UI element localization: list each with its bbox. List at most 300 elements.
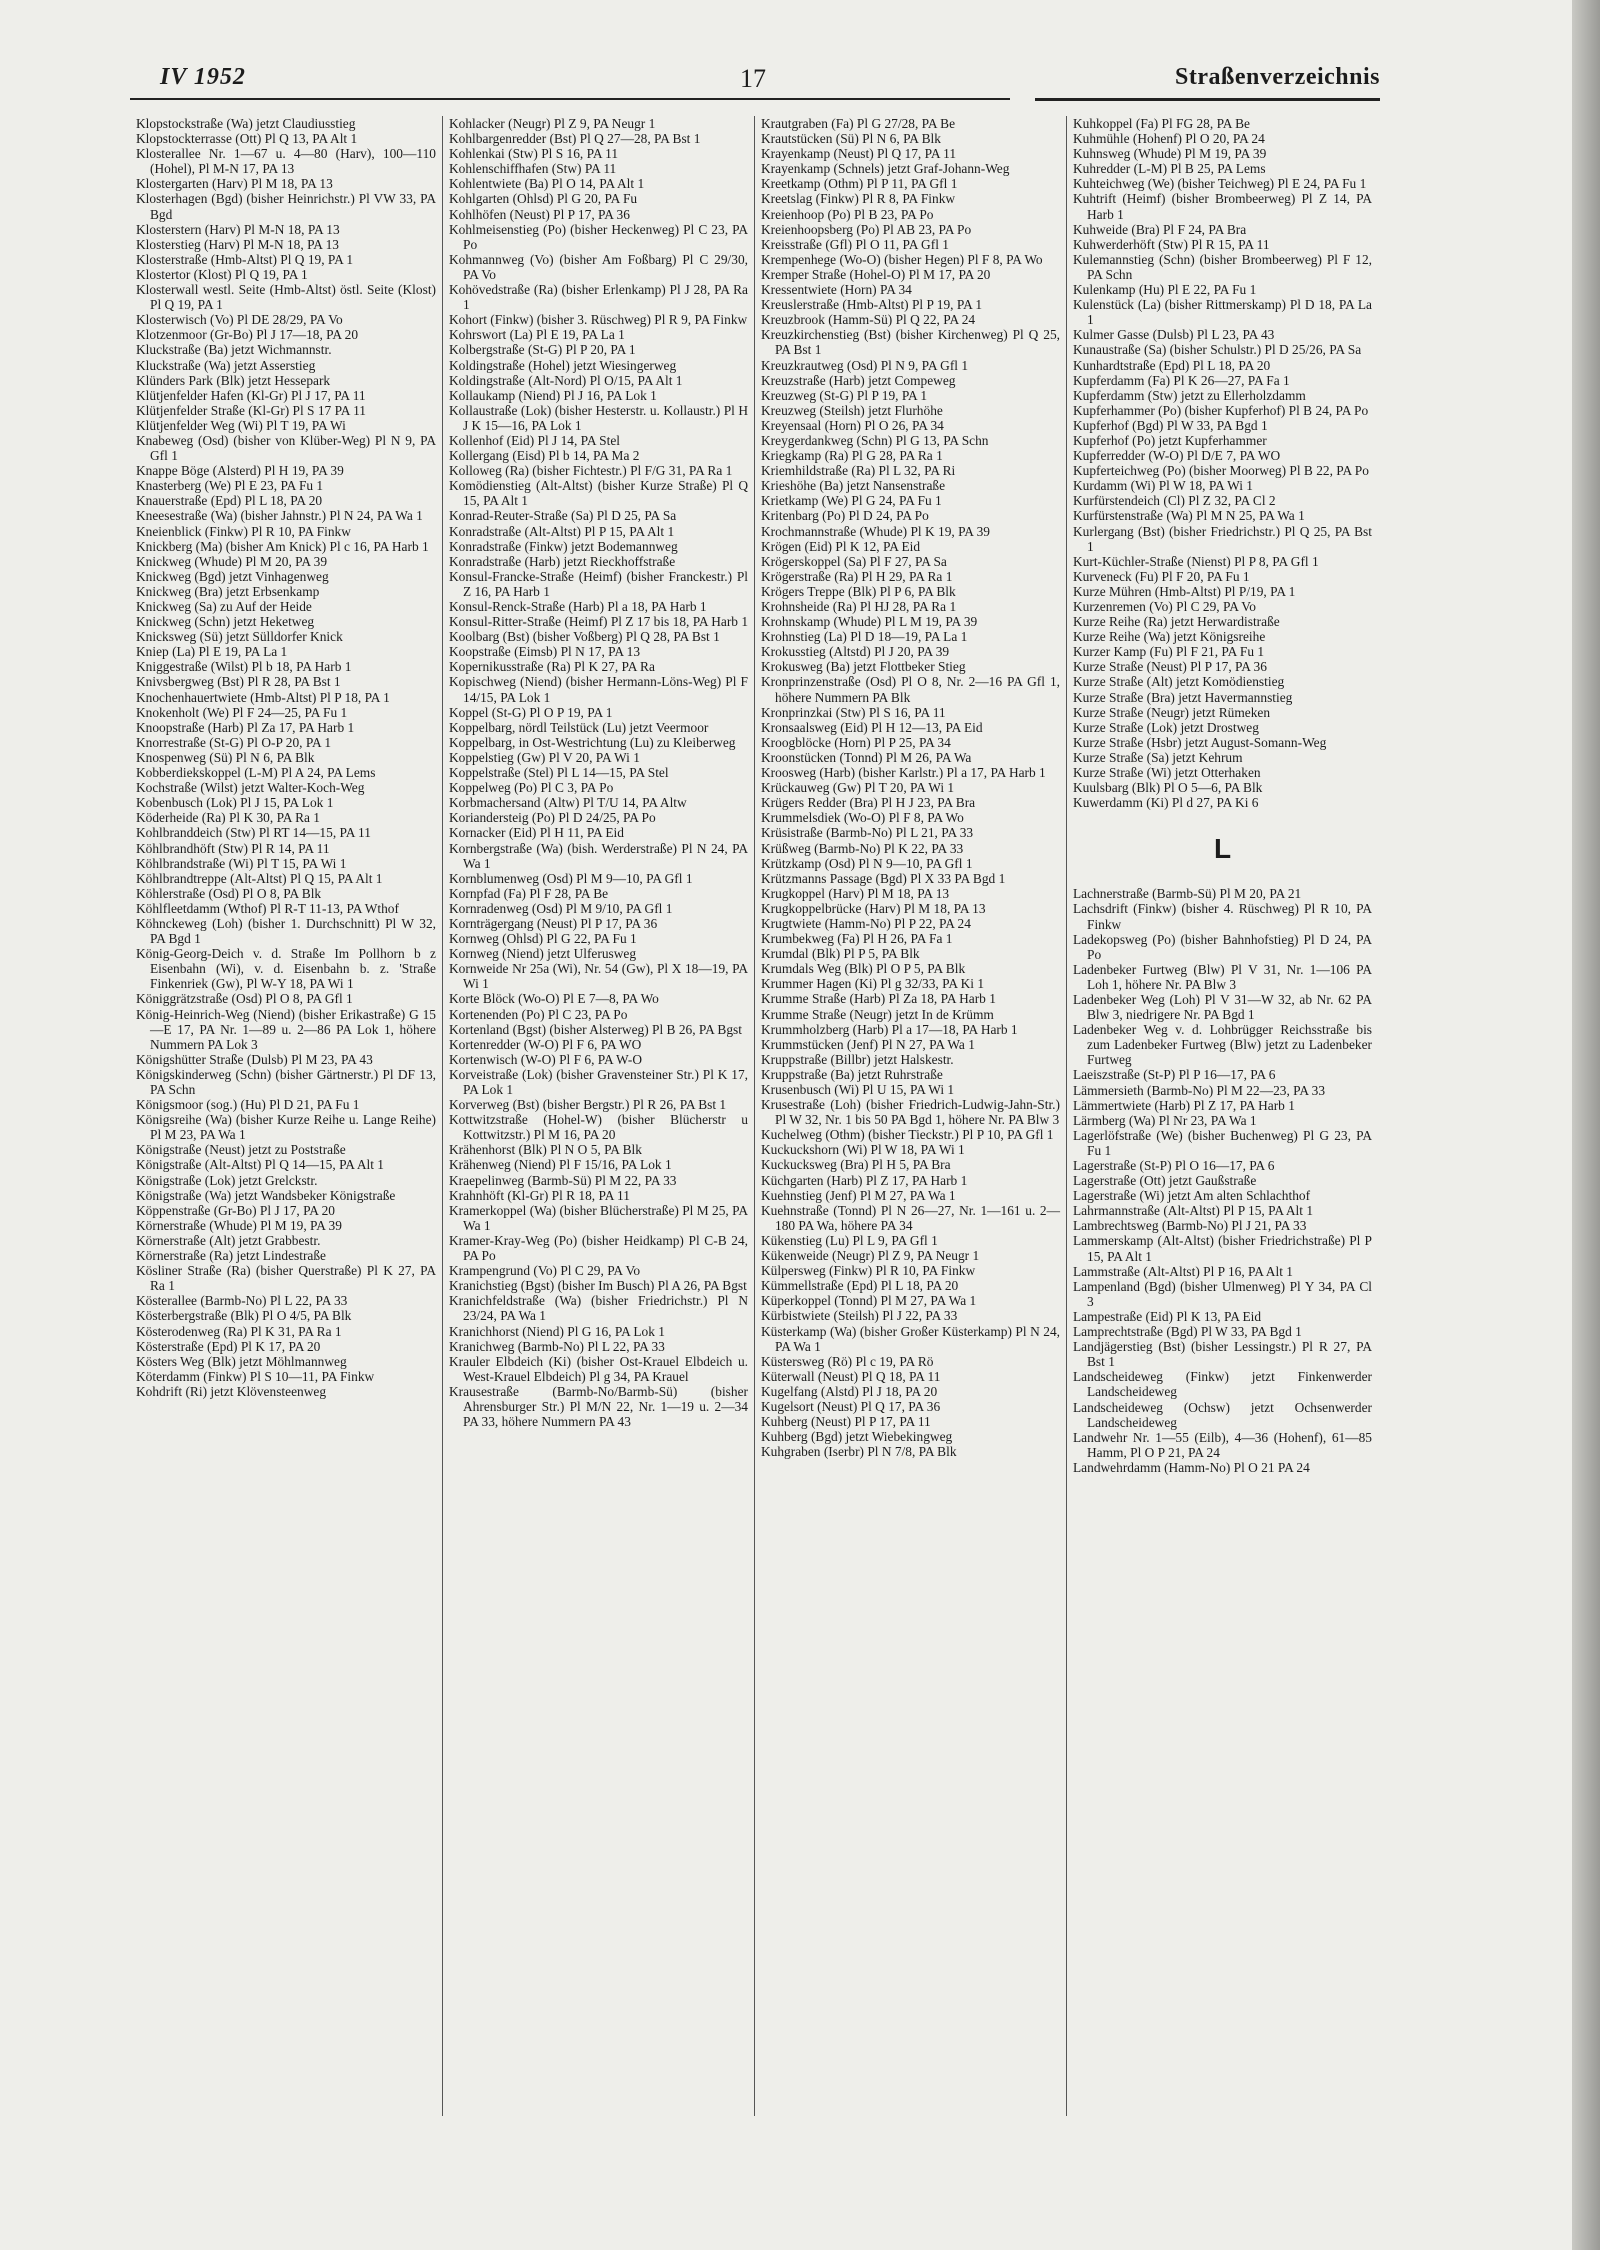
- street-entry: Kreetslag (Finkw) Pl R 8, PA Finkw: [761, 191, 956, 207]
- street-entry: Kreuslerstraße (Hmb-Altst) Pl P 19, PA 1: [761, 297, 983, 313]
- street-entry: Kreyensaal (Horn) Pl O 26, PA 34: [761, 417, 944, 433]
- street-entry: Krögerskoppel (Sa) Pl F 27, PA Sa: [761, 553, 947, 569]
- street-entry: Lachsdrift (Finkw) (bisher 4. Rüschweg) Pl R 10, PA Finkw: [1073, 901, 1372, 932]
- street-entry: Kneienblick (Finkw) Pl R 10, PA Finkw: [136, 523, 351, 539]
- street-entry: Klotzenmoor (Gr-Bo) Pl J 17—18, PA 20: [136, 327, 359, 343]
- street-entry: Kösterodenweg (Ra) Pl K 31, PA Ra 1: [136, 1323, 342, 1339]
- street-entry: Klütjenfelder Straße (Kl-Gr) Pl S 17 PA 11: [136, 402, 366, 418]
- street-entry: Korte Blöck (Wo-O) Pl E 7—8, PA Wo: [449, 991, 659, 1007]
- street-entry: Knickweg (Schn) jetzt Heketweg: [136, 614, 315, 630]
- street-entry: Lahrmannstraße (Alt-Altst) Pl P 15, PA Alt 1: [1073, 1203, 1314, 1219]
- street-entry: Konradstraße (Finkw) jetzt Bodemannweg: [449, 538, 678, 554]
- street-entry: Kuhnsweg (Whude) Pl M 19, PA 39: [1073, 146, 1267, 162]
- street-entry: Kornweg (Niend) jetzt Ulferusweg: [449, 946, 637, 962]
- street-entry: Kornblumenweg (Osd) Pl M 9—10, PA Gfl 1: [449, 870, 693, 886]
- street-entry: Kreygerdankweg (Schn) Pl G 13, PA Schn: [761, 432, 989, 448]
- street-entry: Krokusweg (Ba) jetzt Flottbeker Stieg: [761, 659, 966, 675]
- street-entry: Kugelfang (Alstd) Pl J 18, PA 20: [761, 1383, 938, 1399]
- street-entry: Kurzenremen (Vo) Pl C 29, PA Vo: [1073, 599, 1256, 614]
- street-entry: Kottwitzstraße (Hohel-W) (bisher Blücherstr u Kottwitzstr.) Pl M 16, PA 20: [449, 1112, 748, 1143]
- street-entry: Kösliner Straße (Ra) (bisher Querstraße) Pl K 27, PA Ra 1: [136, 1263, 436, 1294]
- street-entry: Kurze Straße (Neust) Pl P 17, PA 36: [1073, 659, 1267, 675]
- street-entry: Kreuzbrook (Hamm-Sü) Pl Q 22, PA 24: [761, 312, 976, 328]
- street-entry: Kümmellstraße (Epd) Pl L 18, PA 20: [761, 1278, 959, 1294]
- street-entry: Kohövedstraße (Ra) (bisher Erlenkamp) Pl J 28, PA Ra 1: [449, 282, 748, 313]
- street-entry: Kükenweide (Neugr) Pl Z 9, PA Neugr 1: [761, 1248, 980, 1264]
- street-entry: Kronprinzkai (Stw) Pl S 16, PA 11: [761, 704, 946, 720]
- street-entry: Kranichweg (Barmb-No) Pl L 22, PA 33: [449, 1338, 665, 1354]
- street-entry: Kuhredder (L-M) Pl B 25, PA Lems: [1073, 161, 1266, 177]
- street-entry: Kronprinzenstraße (Osd) Pl O 8, Nr. 2—16 PA Gfl 1, höhere Nummern PA Blk: [761, 674, 1060, 705]
- street-entry: Kurze Straße (Alt) jetzt Komödienstieg: [1073, 674, 1285, 690]
- street-entry: Kulemannstieg (Schn) (bisher Brombeerweg) Pl F 12, PA Schn: [1073, 251, 1372, 282]
- street-entry: Krützkamp (Osd) Pl N 9—10, PA Gfl 1: [761, 855, 973, 871]
- street-entry: Koldingstraße (Alt-Nord) Pl O/15, PA Alt 1: [449, 372, 683, 388]
- street-entry: Kornacker (Eid) Pl H 11, PA Eid: [449, 825, 624, 841]
- street-entry: Kupferdamm (Fa) Pl K 26—27, PA Fa 1: [1073, 372, 1290, 388]
- street-entry: Klosterstern (Harv) Pl M-N 18, PA 13: [136, 221, 340, 237]
- street-entry: Krüßweg (Barmb-No) Pl K 22, PA 33: [761, 840, 964, 856]
- street-entry: Kurfürstendeich (Cl) Pl Z 32, PA Cl 2: [1073, 493, 1276, 509]
- street-entry: Krempenhege (Wo-O) (bisher Hegen) Pl F 8, PA Wo: [761, 251, 1043, 267]
- street-entry: Krögers Treppe (Blk) Pl P 6, PA Blk: [761, 583, 956, 599]
- street-entry: Krokusstieg (Altstd) Pl J 20, PA 39: [761, 644, 950, 660]
- street-entry: Knospenweg (Sü) Pl N 6, PA Blk: [136, 749, 315, 765]
- street-entry: Kornbergstraße (Wa) (bish. Werderstraße) Pl N 24, PA Wa 1: [449, 840, 748, 871]
- street-entry: Kramer-Kray-Weg (Po) (bisher Heidkamp) Pl C-B 24, PA Po: [449, 1232, 748, 1264]
- street-entry: Klosterwall westl. Seite (Hmb-Altst) östl. Seite (Klost) Pl Q 19, PA 1: [136, 282, 436, 313]
- street-entry: Koppelstraße (Stel) Pl L 14—15, PA Stel: [449, 765, 669, 781]
- street-entry: Kroogblöcke (Horn) Pl P 25, PA 34: [761, 734, 951, 750]
- street-entry: Konradstraße (Alt-Altst) Pl P 15, PA Alt 1: [449, 523, 675, 539]
- street-entry: Lampenland (Bgd) (bisher Ulmenweg) Pl Y 34, PA Cl 3: [1073, 1278, 1372, 1309]
- street-entry: Kurze Straße (Bra) jetzt Havermannstieg: [1073, 689, 1293, 705]
- street-entry: Krampengrund (Vo) Pl C 29, PA Vo: [449, 1263, 641, 1279]
- street-entry: Kreuzkirchenstieg (Bst) (bisher Kirchenweg) Pl Q 25, PA Bst 1: [761, 327, 1060, 358]
- street-entry: Krayenkamp (Neust) Pl Q 17, PA 11: [761, 146, 957, 162]
- street-entry: Kuehnstieg (Jenf) Pl M 27, PA Wa 1: [761, 1187, 956, 1203]
- street-entry: Köhlfleetdamm (Wthof) Pl R-T 11-13, PA Wthof: [136, 900, 399, 916]
- street-entry: Kürbistwiete (Steilsh) Pl J 22, PA 33: [761, 1308, 958, 1324]
- street-entry: Köhnckeweg (Loh) (bisher 1. Durchschnitt) Pl W 32, PA Bgd 1: [136, 915, 436, 947]
- street-entry: Kornpfad (Fa) Pl F 28, PA Be: [449, 885, 609, 901]
- street-entry: Koopstraße (Eimsb) Pl N 17, PA 13: [449, 644, 641, 660]
- street-entry: Königstraße (Alt-Altst) Pl Q 14—15, PA Alt 1: [136, 1157, 384, 1173]
- section-letter: L: [1213, 833, 1232, 865]
- street-entry: Krumdals Weg (Blk) Pl O P 5, PA Blk: [761, 961, 966, 977]
- street-entry: Kösterbergstraße (Blk) Pl O 4/5, PA Blk: [136, 1308, 352, 1324]
- street-entry: Kritenbarg (Po) Pl D 24, PA Po: [761, 508, 929, 524]
- column-2: [442, 116, 754, 2116]
- street-entry: Kunaustraße (Sa) (bisher Schulstr.) Pl D 25/26, PA Sa: [1073, 342, 1362, 358]
- street-entry: Kreienhoop (Po) Pl B 23, PA Po: [761, 206, 934, 222]
- street-entry: Klosterhagen (Bgd) (bisher Heinrichstr.) Pl VW 33, PA Bgd: [136, 191, 436, 222]
- street-entry: Knickweg (Sa) zu Auf der Heide: [136, 599, 312, 614]
- street-entry: Köhlerstraße (Osd) Pl O 8, PA Blk: [136, 885, 322, 901]
- street-entry: Konradstraße (Harb) jetzt Rieckhoffstraße: [449, 553, 676, 569]
- street-entry: Kurze Straße (Wi) jetzt Otterhaken: [1073, 765, 1261, 781]
- street-entry: Kramerkoppel (Wa) (bisher Blücherstraße) Pl M 25, PA Wa 1: [449, 1202, 748, 1233]
- street-entry: Komödienstieg (Alt-Altst) (bisher Kurze Straße) Pl Q 15, PA Alt 1: [449, 478, 748, 509]
- street-entry: Kraepelinweg (Barmb-Sü) Pl M 22, PA 33: [449, 1172, 677, 1188]
- street-entry: Königsmoor (sog.) (Hu) Pl D 21, PA Fu 1: [136, 1097, 360, 1113]
- street-entry: Koppelstieg (Gw) Pl V 20, PA Wi 1: [449, 749, 640, 765]
- street-entry: Küsterkamp (Wa) (bisher Großer Küsterkamp) Pl N 24, PA Wa 1: [761, 1323, 1060, 1354]
- street-entry: Knasterberg (We) Pl E 23, PA Fu 1: [136, 478, 324, 494]
- street-entry: Kuhkoppel (Fa) Pl FG 28, PA Be: [1073, 116, 1250, 131]
- street-entry: Kortenenden (Po) Pl C 23, PA Po: [449, 1006, 628, 1022]
- street-entry: Krauler Elbdeich (Ki) (bisher Ost-Krauel Elbdeich u. West-Krauel Elbdeich) Pl g 34, PA Krauel: [449, 1353, 748, 1384]
- street-entry: Kurze Straße (Neugr) jetzt Rümeken: [1073, 704, 1271, 720]
- street-entry: Ladekopsweg (Po) (bisher Bahnhofstieg) Pl D 24, PA Po: [1073, 931, 1372, 962]
- street-entry: Kornweg (Ohlsd) Pl G 22, PA Fu 1: [449, 931, 637, 947]
- street-entry: Lagerstraße (Ott) jetzt Gaußstraße: [1073, 1173, 1257, 1189]
- street-entry: Krausestraße (Barmb-No/Barmb-Sü) (bisher Ahrensburger Str.) Pl M/N 22, Nr. 1—19 u. 2—34 PA 33, höhere Nummern PA 43: [449, 1383, 748, 1430]
- street-entry: Krumme Straße (Harb) Pl Za 18, PA Harb 1: [761, 991, 996, 1007]
- street-entry: Kreetkamp (Othm) Pl P 11, PA Gfl 1: [761, 176, 958, 192]
- street-entry: Kunhardtstraße (Epd) Pl L 18, PA 20: [1073, 357, 1271, 373]
- street-entry: Kreuzweg (Steilsh) jetzt Flurhöhe: [761, 402, 943, 418]
- street-entry: Kulmer Gasse (Dulsb) Pl L 23, PA 43: [1073, 327, 1275, 343]
- street-entry: Koppelweg (Po) Pl C 3, PA Po: [449, 780, 614, 796]
- street-entry: Klopstockterrasse (Ott) Pl Q 13, PA Alt 1: [136, 131, 358, 147]
- street-entry: Kurt-Küchler-Straße (Nienst) Pl P 8, PA Gfl 1: [1073, 553, 1319, 569]
- street-entry: Kroonstücken (Tonnd) Pl M 26, PA Wa: [761, 749, 972, 765]
- street-entry: Krohnskamp (Whude) Pl L M 19, PA 39: [761, 614, 978, 630]
- street-entry: Landwehr Nr. 1—55 (Eilb), 4—36 (Hohenf), 61—85 Hamm, Pl O P 21, PA 24: [1073, 1429, 1372, 1460]
- street-entry: Köhlbrandstraße (Wi) Pl T 15, PA Wi 1: [136, 855, 347, 871]
- street-entry: Klütjenfelder Hafen (Kl-Gr) Pl J 17, PA 11: [136, 387, 366, 403]
- street-entry: Kochstraße (Wilst) jetzt Walter-Koch-Weg: [136, 780, 365, 796]
- street-entry: Lärmberg (Wa) Pl Nr 23, PA Wa 1: [1073, 1112, 1257, 1128]
- street-entry: Kornradenweg (Osd) Pl M 9/10, PA Gfl 1: [449, 900, 673, 916]
- street-entry: Kranichstieg (Bgst) (bisher Im Busch) Pl A 26, PA Bgst: [449, 1278, 747, 1294]
- street-entry: Kortenwisch (W-O) Pl F 6, PA W-O: [449, 1051, 643, 1067]
- street-entry: Landscheideweg (Ochsw) jetzt Ochsenwerder Landscheideweg: [1073, 1399, 1372, 1430]
- street-entry: Korveistraße (Lok) (bisher Gravensteiner Str.) Pl K 17, PA Lok 1: [449, 1066, 748, 1097]
- street-entry: Krummelsdiek (Wo-O) Pl F 8, PA Wo: [761, 810, 964, 826]
- street-entry: Kranichhorst (Niend) Pl G 16, PA Lok 1: [449, 1323, 665, 1339]
- street-entry: Lammstraße (Alt-Altst) Pl P 16, PA Alt 1: [1073, 1263, 1293, 1279]
- street-entry: Kurfürstenstraße (Wa) Pl M N 25, PA Wa 1: [1073, 508, 1305, 524]
- street-entry: Kobenbusch (Lok) Pl J 15, PA Lok 1: [136, 795, 334, 811]
- street-entry: Kroosweg (Harb) (bisher Karlstr.) Pl a 17, PA Harb 1: [761, 765, 1046, 781]
- street-entry: Krumbekweg (Fa) Pl H 26, PA Fa 1: [761, 931, 953, 947]
- street-entry: Kuulsbarg (Blk) Pl O 5—6, PA Blk: [1073, 780, 1263, 796]
- street-entry: Kuehnstraße (Tonnd) Pl N 26—27, Nr. 1—161 u. 2—180 PA Wa, höhere PA 34: [761, 1202, 1060, 1233]
- street-entry: Lämmertwiete (Harb) Pl Z 17, PA Harb 1: [1073, 1097, 1295, 1113]
- street-entry: Klosterwisch (Vo) Pl DE 28/29, PA Vo: [136, 312, 343, 328]
- street-entry: Krähenweg (Niend) Pl F 15/16, PA Lok 1: [449, 1157, 672, 1173]
- street-entry: Kupferdamm (Stw) jetzt zu Ellerholzdamm: [1073, 387, 1306, 403]
- header-rule-right: [1035, 98, 1380, 101]
- street-entry: Kükenstieg (Lu) Pl L 9, PA Gfl 1: [761, 1232, 938, 1248]
- street-entry: Konsul-Ritter-Straße (Heimf) Pl Z 17 bis 18, PA Harb 1: [449, 614, 749, 630]
- street-entry: Laeiszstraße (St-P) Pl P 16—17, PA 6: [1073, 1067, 1276, 1083]
- street-entry: Landscheideweg (Finkw) jetzt Finkenwerder Landscheideweg: [1073, 1369, 1372, 1400]
- street-entry: Kösterallee (Barmb-No) Pl L 22, PA 33: [136, 1293, 348, 1309]
- street-entry: Krohnstieg (La) Pl D 18—19, PA La 1: [761, 629, 968, 645]
- street-entry: Krusenbusch (Wi) Pl U 15, PA Wi 1: [761, 1082, 955, 1097]
- street-entry: Kniggestraße (Wilst) Pl b 18, PA Harb 1: [136, 659, 352, 675]
- street-entry: Kurveneck (Fu) Pl F 20, PA Fu 1: [1073, 568, 1250, 584]
- street-entry: Krochmannstraße (Whude) Pl K 19, PA 39: [761, 523, 990, 539]
- street-entry: Kösterstraße (Epd) Pl K 17, PA 20: [136, 1338, 321, 1354]
- street-entry: Koriandersteig (Po) Pl D 24/25, PA Po: [449, 810, 656, 826]
- street-entry: Krugtwiete (Hamm-No) Pl P 22, PA 24: [761, 915, 971, 931]
- street-entry: Kohmannweg (Vo) (bisher Am Foßbarg) Pl C 29/30, PA Vo: [449, 251, 748, 282]
- street-entry: Knauerstraße (Epd) Pl L 18, PA 20: [136, 493, 323, 509]
- street-entry: Kohort (Finkw) (bisher 3. Rüschweg) Pl R 9, PA Finkw: [449, 312, 748, 328]
- street-entry: Kuhgraben (Iserbr) Pl N 7/8, PA Blk: [761, 1444, 957, 1460]
- street-entry: Koldingstraße (Hohel) jetzt Wiesingerweg: [449, 357, 677, 373]
- street-entry: Knoopstraße (Harb) Pl Za 17, PA Harb 1: [136, 719, 355, 735]
- street-entry: Kuhtrift (Heimf) (bisher Brombeerweg) Pl Z 14, PA Harb 1: [1073, 191, 1372, 222]
- street-entry: Kopischweg (Niend) (bisher Hermann-Löns-Weg) Pl F 14/15, PA Lok 1: [449, 674, 748, 705]
- street-entry: Kremper Straße (Hohel-O) Pl M 17, PA 20: [761, 266, 991, 282]
- street-entry: Klünders Park (Blk) jetzt Hessepark: [136, 372, 331, 388]
- street-entry: Kohdrift (Ri) jetzt Klövensteenweg: [136, 1383, 327, 1399]
- street-entry: Lambrechtsweg (Barmb-No) Pl J 21, PA 33: [1073, 1218, 1307, 1234]
- street-entry: Kortenredder (W-O) Pl F 6, PA WO: [449, 1036, 642, 1052]
- header-rule: [130, 98, 1010, 100]
- street-entry: Kohlenkai (Stw) Pl S 16, PA 11: [449, 146, 619, 162]
- street-entry: Kurze Reihe (Ra) jetzt Herwardistraße: [1073, 614, 1280, 630]
- street-entry: Kupferhammer (Po) (bisher Kupferhof) Pl B 24, PA Po: [1073, 402, 1369, 418]
- street-entry: Lachnerstraße (Barmb-Sü) Pl M 20, PA 21: [1073, 886, 1302, 902]
- street-entry: Kriemhildstraße (Ra) Pl L 32, PA Ri: [761, 463, 956, 479]
- street-entry: Krahnhöft (Kl-Gr) Pl R 18, PA 11: [449, 1187, 630, 1203]
- street-entry: Knochenhauertwiete (Hmb-Altst) Pl P 18, PA 1: [136, 689, 390, 705]
- street-entry: Kohlacker (Neugr) Pl Z 9, PA Neugr 1: [449, 116, 656, 131]
- page-number: 17: [740, 64, 766, 93]
- street-entry: König-Georg-Deich v. d. Straße Im Pollhorn b z Eisenbahn (Wi), v. d. Eisenbahn b. z. 'Straße Finkenriek (Gw), Pl W-Y 18, PA Wi 1: [136, 946, 436, 992]
- street-entry: Klopstockstraße (Wa) jetzt Claudiusstieg: [136, 116, 356, 131]
- street-entry: Koolbarg (Bst) (bisher Voßberg) Pl Q 28, PA Bst 1: [449, 629, 720, 645]
- street-entry: Köhlbrandtreppe (Alt-Altst) Pl Q 15, PA Alt 1: [136, 870, 383, 886]
- street-entry: Koppelbarg, in Ost-Westrichtung (Lu) zu Kleiberweg: [449, 734, 736, 750]
- street-entry: Knabeweg (Osd) (bisher von Klüber-Weg) Pl N 9, PA Gfl 1: [136, 432, 436, 464]
- street-entry: Kuckuckshorn (Wi) Pl W 18, PA Wi 1: [761, 1142, 965, 1158]
- street-entry: Krugkoppelbrücke (Harv) Pl M 18, PA 13: [761, 900, 986, 916]
- street-entry: Koppel (St-G) Pl O P 19, PA 1: [449, 704, 613, 720]
- street-entry: Krüsistraße (Barmb-No) Pl L 21, PA 33: [761, 825, 974, 841]
- street-entry: Kurze Reihe (Wa) jetzt Königsreihe: [1073, 629, 1266, 645]
- street-entry: Kurze Straße (Lok) jetzt Drostweg: [1073, 719, 1259, 735]
- street-entry: Ladenbeker Weg (Loh) Pl V 31—W 32, ab Nr. 62 PA Blw 3, niedrigere Nr. PA Bgd 1: [1073, 991, 1372, 1023]
- header-issue: IV 1952: [160, 64, 246, 90]
- street-entry: Kruppstraße (Billbr) jetzt Halskestr.: [761, 1051, 954, 1067]
- street-entry: Kupferredder (W-O) Pl D/E 7, PA WO: [1073, 448, 1281, 464]
- street-entry: Kluckstraße (Wa) jetzt Asserstieg: [136, 357, 316, 373]
- street-entry: Kollaukamp (Niend) Pl J 16, PA Lok 1: [449, 387, 657, 403]
- street-entry: Kolloweg (Ra) (bisher Fichtestr.) Pl F/G 31, PA Ra 1: [449, 463, 733, 479]
- street-entry: Konsul-Renck-Straße (Harb) Pl a 18, PA Harb 1: [449, 599, 707, 614]
- street-entry: Kobberdiekskoppel (L-M) Pl A 24, PA Lems: [136, 765, 376, 781]
- street-entry: Kreuzweg (St-G) Pl P 19, PA 1: [761, 387, 928, 403]
- street-entry: Küperkoppel (Tonnd) Pl M 27, PA Wa 1: [761, 1293, 977, 1309]
- street-entry: Kneesestraße (Wa) (bisher Jahnstr.) Pl N 24, PA Wa 1: [136, 508, 423, 524]
- street-entry: Kluckstraße (Ba) jetzt Wichmannstr.: [136, 342, 332, 358]
- street-entry: Lamprechtstraße (Bgd) Pl W 33, PA Bgd 1: [1073, 1324, 1302, 1340]
- street-entry: Kreisstraße (Gfl) Pl O 11, PA Gfl 1: [761, 236, 949, 252]
- street-entry: Ladenbeker Furtweg (Blw) Pl V 31, Nr. 1—106 PA Loh 1, höhere Nr. PA Blw 3: [1073, 961, 1372, 992]
- street-entry: Krummer Hagen (Ki) Pl g 32/33, PA Ki 1: [761, 976, 985, 992]
- street-entry: Krautstücken (Sü) Pl N 6, PA Blk: [761, 131, 941, 147]
- street-entry: Körnerstraße (Alt) jetzt Grabbestr.: [136, 1232, 321, 1248]
- street-entry: Kuhweide (Bra) Pl F 24, PA Bra: [1073, 221, 1247, 237]
- street-entry: Königstraße (Neust) jetzt zu Poststraße: [136, 1142, 346, 1158]
- street-entry: Kupferteichweg (Po) (bisher Moorweg) Pl B 22, PA Po: [1073, 463, 1369, 479]
- street-entry: König-Heinrich-Weg (Niend) (bisher Erikastraße) G 15—E 17, PA Nr. 1—89 u. 2—86 PA Lok 1, höhere Nummern PA Lok 3: [136, 1006, 436, 1052]
- street-entry: Körnerstraße (Ra) jetzt Lindestraße: [136, 1248, 326, 1264]
- street-entry: Lagerstraße (Wi) jetzt Am alten Schlachthof: [1073, 1188, 1311, 1204]
- street-entry: Königskinderweg (Schn) (bisher Gärtnerstr.) Pl DF 13, PA Schn: [136, 1066, 436, 1097]
- street-entry: Kuhberg (Bgd) jetzt Wiebekingweg: [761, 1429, 953, 1445]
- street-entry: Lagerstraße (St-P) Pl O 16—17, PA 6: [1073, 1158, 1275, 1173]
- street-entry: Klosterstieg (Harv) Pl M-N 18, PA 13: [136, 236, 339, 252]
- street-entry: Korverweg (Bst) (bisher Bergstr.) Pl R 26, PA Bst 1: [449, 1097, 727, 1113]
- street-entry: Krögerstraße (Ra) Pl H 29, PA Ra 1: [761, 568, 953, 584]
- street-entry: Kohrswort (La) Pl E 19, PA La 1: [449, 327, 625, 343]
- street-entry: Königsreihe (Wa) (bisher Kurze Reihe u. Lange Reihe) Pl M 23, PA Wa 1: [136, 1112, 436, 1143]
- street-entry: Kuhteichweg (We) (bisher Teichweg) Pl E 24, PA Fu 1: [1073, 176, 1367, 192]
- street-entry: Kornweide Nr 25a (Wi), Nr. 54 (Gw), Pl X 18—19, PA Wi 1: [449, 961, 748, 992]
- street-entry: Kupferhof (Bgd) Pl W 33, PA Bgd 1: [1073, 417, 1268, 433]
- street-entry: Klosterstraße (Hmb-Altst) Pl Q 19, PA 1: [136, 251, 354, 267]
- street-entry: Kortenland (Bgst) (bisher Alsterweg) Pl B 26, PA Bgst: [449, 1021, 742, 1037]
- street-entry: Krumdal (Blk) Pl P 5, PA Blk: [761, 946, 920, 962]
- street-entry: Kniep (La) Pl E 19, PA La 1: [136, 644, 288, 660]
- street-entry: Kohlgarten (Ohlsd) Pl G 20, PA Fu: [449, 191, 638, 207]
- street-entry: Köppenstraße (Gr-Bo) Pl J 17, PA 20: [136, 1202, 335, 1218]
- page-binding-edge: [1572, 0, 1600, 2250]
- street-entry: Krähenhorst (Blk) Pl N O 5, PA Blk: [449, 1142, 642, 1158]
- street-entry: Knickweg (Bra) jetzt Erbsenkamp: [136, 583, 320, 599]
- street-entry: Kuhwerderhöft (Stw) Pl R 15, PA 11: [1073, 236, 1270, 252]
- street-entry: Krumme Straße (Neugr) jetzt In de Krümm: [761, 1006, 994, 1022]
- street-entry: Kohlentwiete (Ba) Pl O 14, PA Alt 1: [449, 176, 645, 192]
- street-entry: Landjägerstieg (Bst) (bisher Lessingstr.) Pl R 27, PA Bst 1: [1073, 1339, 1372, 1370]
- column-3: [754, 116, 1066, 2116]
- street-entry: Kurze Straße (Sa) jetzt Kehrum: [1073, 749, 1243, 765]
- street-entry: Kronsaalsweg (Eid) Pl H 12—13, PA Eid: [761, 719, 983, 735]
- street-entry: Krummholzberg (Harb) Pl a 17—18, PA Harb 1: [761, 1021, 1018, 1037]
- street-entry: Klostergarten (Harv) Pl M 18, PA 13: [136, 176, 333, 192]
- street-entry: Lagerlöfstraße (We) (bisher Buchenweg) Pl G 23, PA Fu 1: [1073, 1127, 1372, 1158]
- street-entry: Küchgarten (Harb) Pl Z 17, PA Harb 1: [761, 1172, 968, 1188]
- street-entry: Kollenhof (Eid) Pl J 14, PA Stel: [449, 432, 620, 448]
- street-entry: Köderheide (Ra) Pl K 30, PA Ra 1: [136, 810, 320, 826]
- street-entry: Knokenholt (We) Pl F 24—25, PA Fu 1: [136, 704, 348, 720]
- street-entry: Knickweg (Bgd) jetzt Vinhagenweg: [136, 568, 329, 584]
- street-entry: Kurdamm (Wi) Pl W 18, PA Wi 1: [1073, 478, 1253, 494]
- street-entry: Küterwall (Neust) Pl Q 18, PA 11: [761, 1368, 941, 1384]
- street-entry: Konrad-Reuter-Straße (Sa) Pl D 25, PA Sa: [449, 508, 677, 524]
- street-entry: Kösters Weg (Blk) jetzt Möhlmannweg: [136, 1353, 347, 1369]
- street-entry: Kreuzstraße (Harb) jetzt Compeweg: [761, 372, 956, 388]
- street-entry: Knappe Böge (Alsterd) Pl H 19, PA 39: [136, 463, 344, 479]
- street-entry: Kuckucksweg (Bra) Pl H 5, PA Bra: [761, 1157, 951, 1173]
- street-entry: Krummstücken (Jenf) Pl N 27, PA Wa 1: [761, 1036, 975, 1052]
- street-entry: Kuchelweg (Othm) (bisher Tieckstr.) Pl P 10, PA Gfl 1: [761, 1127, 1054, 1143]
- street-entry: Kurlergang (Bst) (bisher Friedrichstr.) Pl Q 25, PA Bst 1: [1073, 523, 1372, 554]
- street-entry: Kopernikusstraße (Ra) Pl K 27, PA Ra: [449, 659, 655, 675]
- street-entry: Koppelbarg, nördl Teilstück (Lu) jetzt Veermoor: [449, 719, 709, 735]
- street-entry: Kressentwiete (Horn) PA 34: [761, 282, 912, 298]
- street-entry: Küstersweg (Rö) Pl c 19, PA Rö: [761, 1353, 934, 1369]
- street-entry: Königstraße (Lok) jetzt Grelckstr.: [136, 1172, 318, 1188]
- street-entry: Lammerskamp (Alt-Altst) (bisher Friedrichstraße) Pl P 15, PA Alt 1: [1073, 1233, 1372, 1264]
- street-entry: Kolbergstraße (St-G) Pl P 20, PA 1: [449, 342, 636, 358]
- street-entry: Krohnsheide (Ra) Pl HJ 28, PA Ra 1: [761, 599, 957, 614]
- street-entry: Kriegkamp (Ra) Pl G 28, PA Ra 1: [761, 448, 943, 464]
- street-entry: Kollaustraße (Lok) (bisher Hesterstr. u. Kollaustr.) Pl H J K 15—16, PA Lok 1: [449, 402, 748, 433]
- column-1: [130, 116, 442, 2116]
- street-entry: Korbmachersand (Altw) Pl T/U 14, PA Altw: [449, 795, 687, 811]
- street-entry: Kuhberg (Neust) Pl P 17, PA 11: [761, 1414, 931, 1430]
- street-entry: Kurzer Kamp (Fu) Pl F 21, PA Fu 1: [1073, 644, 1265, 660]
- street-entry: Ladenbeker Weg v. d. Lohbrügger Reichsstraße bis zum Ladenbeker Furtweg (Blw) jetzt zu Ladenbeker Furtweg: [1073, 1022, 1372, 1068]
- street-entry: Kohlbranddeich (Stw) Pl RT 14—15, PA 11: [136, 825, 371, 841]
- street-entry: Klostertor (Klost) Pl Q 19, PA 1: [136, 266, 308, 282]
- street-entry: Krugkoppel (Harv) Pl M 18, PA 13: [761, 885, 950, 901]
- page-header: [130, 64, 1380, 98]
- street-entry: Kornträgergang (Neust) Pl P 17, PA 36: [449, 915, 658, 931]
- street-entry: Köhlbrandhöft (Stw) Pl R 14, PA 11: [136, 840, 330, 856]
- street-entry: Knickberg (Ma) (bisher Am Knick) Pl c 16, PA Harb 1: [136, 538, 429, 554]
- street-entry: Kreuzkrautweg (Osd) Pl N 9, PA Gfl 1: [761, 357, 969, 373]
- street-entry: Krusestraße (Loh) (bisher Friedrich-Ludwig-Jahn-Str.) Pl W 32, Nr. 1 bis 50 PA Bgd 1, höhere Nr. PA Blw 3: [761, 1097, 1060, 1128]
- street-entry: Knickweg (Whude) Pl M 20, PA 39: [136, 553, 328, 569]
- street-entry: Kohlbargenredder (Bst) Pl Q 27—28, PA Bst 1: [449, 131, 701, 147]
- street-entry: Kurze Straße (Hsbr) jetzt August-Somann-Weg: [1073, 734, 1327, 750]
- street-entry: Kuhmühle (Hohenf) Pl O 20, PA 24: [1073, 131, 1265, 147]
- street-entry: Lampestraße (Eid) Pl K 13, PA Eid: [1073, 1308, 1262, 1324]
- street-entry: Königshütter Straße (Dulsb) Pl M 23, PA 43: [136, 1051, 373, 1067]
- street-entry: Kollergang (Eisd) Pl b 14, PA Ma 2: [449, 448, 640, 464]
- street-entry: Kohlenschiffhafen (Stw) PA 11: [449, 161, 617, 177]
- street-entry: Krützmanns Passage (Bgd) Pl X 33 PA Bgd 1: [761, 870, 1006, 886]
- street-entry: Krögen (Eid) Pl K 12, PA Eid: [761, 538, 921, 554]
- street-entry: Kupferhof (Po) jetzt Kupferhammer: [1073, 432, 1267, 448]
- street-entry: Krautgraben (Fa) Pl G 27/28, PA Be: [761, 116, 956, 131]
- header-title: Straßenverzeichnis: [1175, 64, 1380, 90]
- street-entry: Knicksweg (Sü) jetzt Sülldorfer Knick: [136, 629, 343, 645]
- street-entry: Krückauweg (Gw) Pl T 20, PA Wi 1: [761, 780, 955, 796]
- street-entry: Kulenstück (La) (bisher Rittmerskamp) Pl D 18, PA La 1: [1073, 297, 1372, 328]
- street-entry: Lämmersieth (Barmb-No) Pl M 22—23, PA 33: [1073, 1082, 1326, 1098]
- street-entry: Knivsbergweg (Bst) Pl R 28, PA Bst 1: [136, 674, 341, 690]
- street-entry: Külpersweg (Finkw) Pl R 10, PA Finkw: [761, 1263, 976, 1279]
- street-entry: Knorrestraße (St-G) Pl O-P 20, PA 1: [136, 734, 332, 750]
- street-entry: Kulenkamp (Hu) Pl E 22, PA Fu 1: [1073, 282, 1257, 298]
- street-entry: Krietkamp (We) Pl G 24, PA Fu 1: [761, 493, 942, 509]
- street-entry: Kugelsort (Neust) Pl Q 17, PA 36: [761, 1398, 941, 1414]
- street-entry: Konsul-Francke-Straße (Heimf) (bisher Franckestr.) Pl Z 16, PA Harb 1: [449, 568, 748, 599]
- street-entry: Kranichfeldstraße (Wa) (bisher Friedrichstr.) Pl N 23/24, PA Wa 1: [449, 1293, 748, 1324]
- column-4: [1066, 116, 1378, 2116]
- street-entry: Kohlhöfen (Neust) Pl P 17, PA 36: [449, 206, 630, 222]
- street-entry: Krieshöhe (Ba) jetzt Nansenstraße: [761, 478, 946, 494]
- directory-columns: [130, 116, 1380, 2116]
- street-entry: Königstraße (Wa) jetzt Wandsbeker Königstraße: [136, 1187, 396, 1203]
- street-entry: Körnerstraße (Whude) Pl M 19, PA 39: [136, 1217, 342, 1233]
- street-entry: Klütjenfelder Weg (Wi) Pl T 19, PA Wi: [136, 417, 346, 433]
- street-entry: Kuwerdamm (Ki) Pl d 27, PA Ki 6: [1073, 795, 1259, 811]
- street-entry: Köterdamm (Finkw) Pl S 10—11, PA Finkw: [136, 1368, 375, 1384]
- street-entry: Kohlmeisenstieg (Po) (bisher Heckenweg) Pl C 23, PA Po: [449, 221, 748, 252]
